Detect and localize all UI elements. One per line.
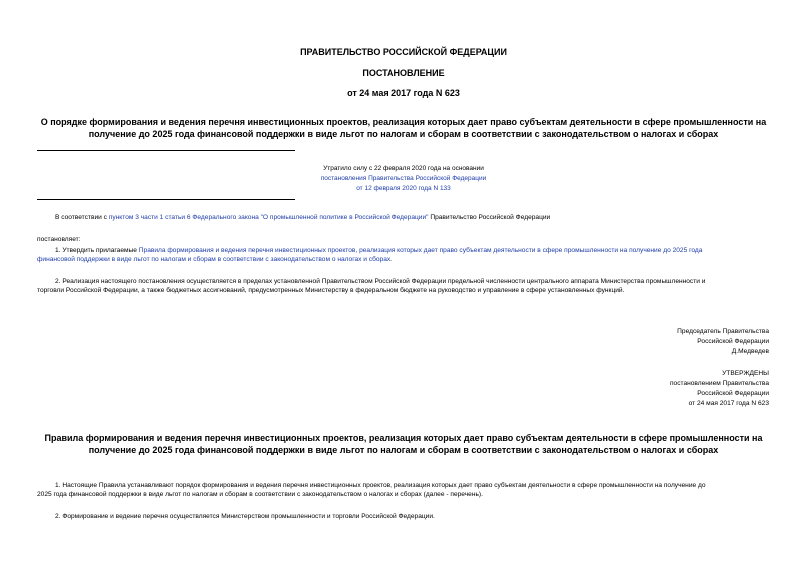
item-2-line-2: торговли Российской Федерации, а также бюджетных ассигнований, предусмотренных Министерству в федеральном бюджете на руководство и управление в сфере установленных функций.	[37, 287, 625, 294]
preamble-prefix: В соответствии с	[55, 214, 109, 221]
preamble-suffix: Правительство Российской Федерации	[428, 214, 551, 221]
law-reference-link[interactable]: пунктом 3 части 1 статьи 6 Федерального закона "О промышленной политике в Российской Федерации"	[108, 214, 429, 221]
rules-title	[0, 432, 807, 456]
item-1-suffix: .	[390, 256, 393, 263]
signature-country: Российской Федерации	[697, 338, 769, 345]
document-title-line-1: О порядке формирования и ведения перечня инвестиционных проектов, реализация которых дает право субъектам деятельности в сфере промышленности на	[40, 117, 767, 127]
government-heading: ПРАВИТЕЛЬСТВО РОССИЙСКОЙ ФЕДЕРАЦИИ	[300, 47, 507, 57]
repeal-decree-link[interactable]: постановления Правительства Российской Федерации	[320, 175, 487, 182]
rules-paragraph-1	[37, 481, 777, 499]
separator-bottom	[37, 199, 295, 200]
rules-link-line-1[interactable]: Правила формирования и ведения перечня инвестиционных проектов, реализация которых дает право субъектам деятельности в сфере промышленности на получение до 2025 года	[138, 247, 703, 254]
decides-label: постановляет:	[37, 236, 81, 243]
document-type: ПОСТАНОВЛЕНИЕ	[362, 68, 445, 78]
rules-title-line-2: получение до 2025 года финансовой поддержки в виде льгот по налогам и сборам в соответствии с законодательством о налогах и сборах	[88, 445, 719, 455]
signature-block	[677, 327, 769, 357]
document-title-line-2: получение до 2025 года финансовой поддержки в виде льгот по налогам и сборам в соответствии с законодательством о налогах и сборах	[88, 129, 719, 139]
preamble	[55, 213, 550, 222]
document-title	[0, 116, 807, 140]
approved-country: Российской Федерации	[697, 390, 769, 397]
rules-paragraph-1-line-1: 1. Настоящие Правила устанавливают порядок формирования и ведения перечня инвестиционных проектов, реализация которых дает право субъектам деятельности в сфере промышленности на получение до	[55, 482, 706, 489]
document-date-number: от 24 мая 2017 года N 623	[347, 88, 460, 98]
status-note-text: Утратило силу с 22 февраля 2020 года на основании	[323, 165, 484, 172]
separator-top	[37, 150, 295, 151]
approved-block	[670, 369, 769, 409]
signature-position: Председатель Правительства	[677, 328, 769, 335]
item-1-prefix: 1. Утвердить прилагаемые	[55, 247, 139, 254]
item-2-line-1: 2. Реализация настоящего постановления осуществляется в пределах установленной Правительством Российской Федерации предельной численности центрального аппарата Министерства промышленности и	[55, 278, 706, 285]
approved-by: постановлением Правительства	[669, 380, 769, 387]
repeal-decree-date-link[interactable]: от 12 февраля 2020 года N 133	[356, 185, 451, 192]
rules-link-line-2[interactable]: финансовой поддержки в виде льгот по налогам и сборам в соответствии с законодательством о налогах и сборах	[37, 256, 391, 263]
approved-date: от 24 мая 2017 года N 623	[688, 400, 769, 407]
item-2	[37, 277, 772, 295]
item-1	[37, 246, 772, 264]
rules-paragraph-2: 2. Формирование и ведение перечня осуществляется Министерством промышленности и торговли Российской Федерации.	[55, 513, 435, 520]
rules-title-line-1: Правила формирования и ведения перечня инвестиционных проектов, реализация которых дает право субъектам деятельности в сфере промышленности на	[44, 433, 763, 443]
rules-paragraph-1-line-2: 2025 года финансовой поддержки в виде льгот по налогам и сборам в соответствии с законодательством о налогах и сборах (далее - перечень).	[37, 491, 483, 498]
status-note	[0, 164, 807, 194]
approved-label: УТВЕРЖДЕНЫ	[722, 370, 769, 377]
signature-name: Д.Медведев	[731, 348, 769, 355]
